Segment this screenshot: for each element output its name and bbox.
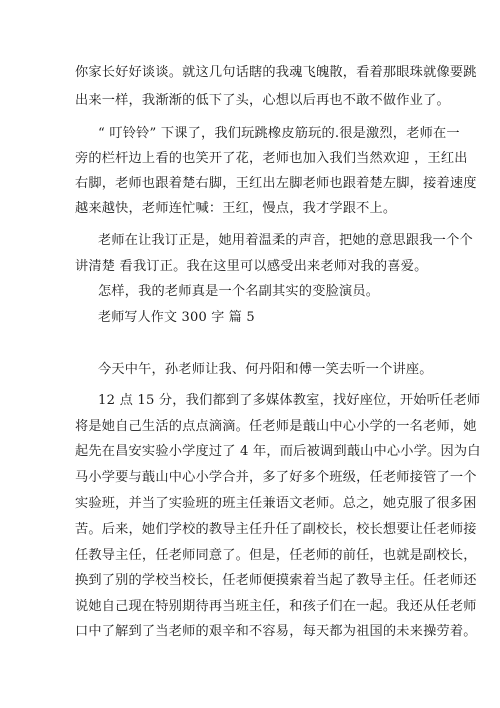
- paragraph-line: 马小学要与蕺山中心小学合并，多了好多个班级，任老师接管了一个: [75, 470, 477, 485]
- paragraph-line: 起先在昌安实验小学度过了 4 年，而后被调到蕺山中心小学。因为白: [75, 444, 481, 459]
- paragraph-line: 出来一样，我渐渐的低下了头，心想以后再也不敢不做作业了。: [75, 93, 450, 108]
- paragraph-line: 12 点 15 分，我们都到了多媒体教室，找好座位，开始听任老师: [98, 393, 481, 408]
- paragraph-line: 说她自己现在特别期待再当班主任，和孩子们在一起。我还从任老师: [75, 599, 477, 614]
- paragraph-line: 讲清楚 看我订正。我在这里可以感受出来老师对我的喜爱。: [75, 259, 428, 274]
- paragraph-line: 任教导主任，任老师同意了。但是，任老师的前任，也就是副校长，: [75, 548, 477, 563]
- paragraph-line: 实验班，并当了实验班的班主任兼语文老师。总之，她克服了很多困: [75, 496, 477, 511]
- paragraph-line: 越来越快，老师连忙喊：王红，慢点，我才学跟不上。: [75, 201, 397, 216]
- paragraph-line: 今天中午，孙老师让我、何丹阳和傅一笑去听一个讲座。: [98, 362, 433, 377]
- paragraph-line: 怎样，我的老师真是一个名副其实的变脸演员。: [98, 284, 380, 299]
- paragraph-line: 将是她自己生活的点点滴滴。任老师是蕺山中心小学的一名老师，她: [75, 419, 477, 434]
- paragraph-line: 苦。后来，她们学校的教导主任升任了副校长，校长想要让任老师接: [75, 522, 477, 537]
- paragraph-line: 换到了别的学校当校长，任老师便摸索着当起了教导主任。任老师还: [75, 573, 477, 588]
- section-heading: 老师写人作文 300 字 篇 5: [98, 310, 255, 325]
- paragraph-line: 右脚，老师也跟着楚右脚，王红出左脚老师也跟着楚左脚，接着速度: [75, 176, 477, 191]
- paragraph-line: 你家长好好谈谈。就这几句话瞎的我魂飞魄散，看着那眼珠就像要跳: [75, 65, 477, 80]
- paragraph-line: 口中了解到了当老师的艰辛和不容易，每天都为祖国的未来操劳着。: [75, 624, 477, 639]
- paragraph-line: “ 叮铃铃” 下课了，我们玩跳橡皮筋玩的.很是激烈，老师在一: [98, 126, 460, 141]
- paragraph-line: 旁的栏杆边上看的也笑开了花，老师也加入我们当然欢迎 ，王红出: [75, 151, 468, 166]
- paragraph-line: 老师在让我订正是，她用着温柔的声音，把她的意思跟我一个个: [98, 233, 473, 248]
